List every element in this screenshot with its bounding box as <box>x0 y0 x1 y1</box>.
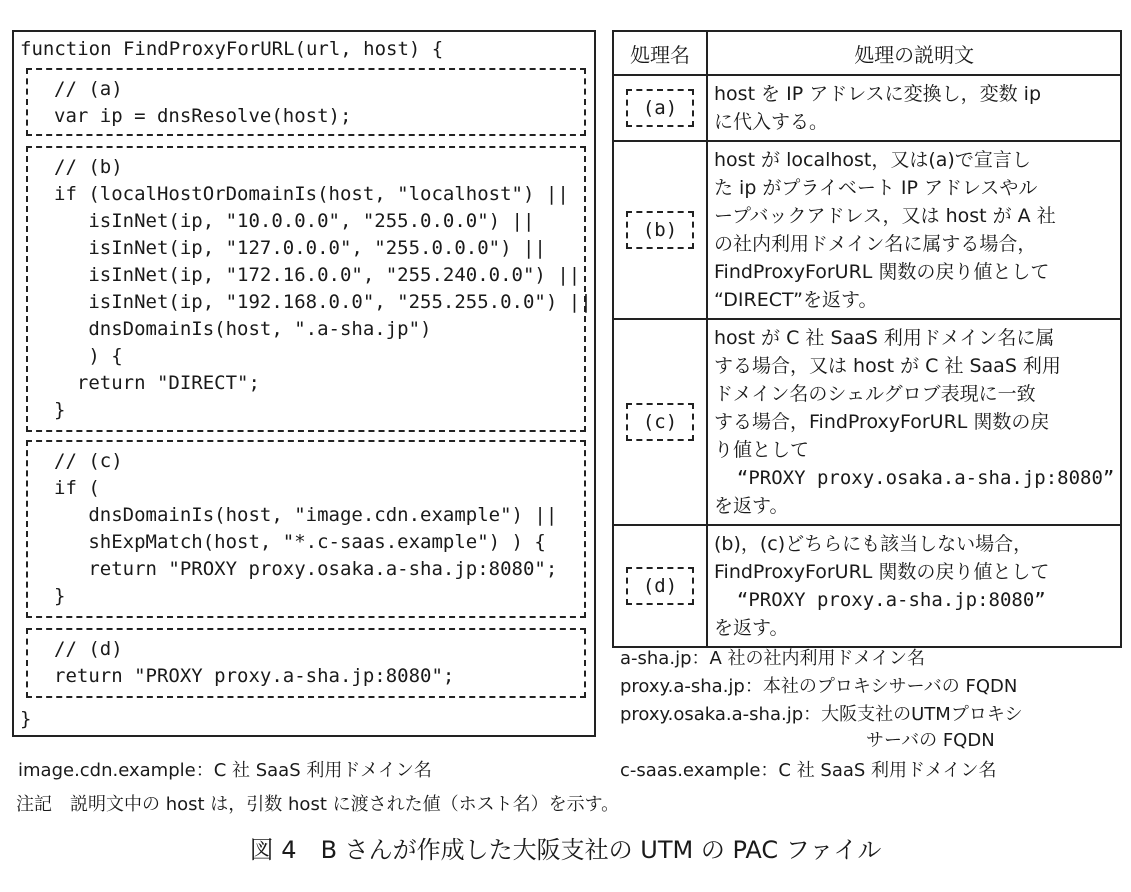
process-label: (d) <box>626 567 694 605</box>
note-proxy-osaka-cont: サーバの FQDN <box>866 730 995 751</box>
code-line: dnsDomainIs(host, "image.cdn.example") || <box>54 504 558 526</box>
table-row <box>613 319 1121 525</box>
code-line: // (c) <box>54 450 123 472</box>
table-row <box>613 141 1121 319</box>
desc-line: “PROXY proxy.a-sha.jp:8080” <box>714 589 1046 611</box>
desc-line: FindProxyForURL 関数の戻り値として <box>714 561 1050 583</box>
desc-line: する場合，又は host が C 社 SaaS 利用 <box>714 355 1061 377</box>
process-description <box>707 525 1121 647</box>
note-c-saas: c-saas.example：C 社 SaaS 利用ドメイン名 <box>620 760 997 781</box>
table-row <box>613 75 1121 141</box>
desc-line: ドメイン名のシェルグロブ表現に一致 <box>714 383 1036 405</box>
code-line: if (localHostOrDomainIs(host, "localhost") || <box>54 183 569 205</box>
note-image-cdn: image.cdn.example：C 社 SaaS 利用ドメイン名 <box>18 760 432 781</box>
desc-line: を返す。 <box>714 617 789 639</box>
desc-line: り値として <box>714 439 810 461</box>
desc-line: “PROXY proxy.osaka.a-sha.jp:8080” <box>714 467 1115 489</box>
process-label: (b) <box>626 211 694 249</box>
desc-line: “DIRECT”を返す。 <box>714 289 878 311</box>
desc-line: ープバックアドレス，又は host が A 社 <box>714 205 1056 227</box>
code-header: function FindProxyForURL(url, host) { <box>20 38 444 60</box>
figure-caption: 図 4 B さんが作成した大阪支社の UTM の PAC ファイル <box>249 836 882 864</box>
code-line: } <box>54 399 66 421</box>
note-remark: 注記 説明文中の host は，引数 host に渡された値（ホスト名）を示す。 <box>16 794 620 815</box>
code-footer: } <box>20 708 32 730</box>
code-line: isInNet(ip, "10.0.0.0", "255.0.0.0") || <box>54 210 535 232</box>
desc-line: (b)，(c)どちらにも該当しない場合， <box>714 533 1033 555</box>
code-block-b <box>26 146 592 432</box>
code-line: isInNet(ip, "172.16.0.0", "255.240.0.0") || <box>54 264 581 286</box>
code-line: var ip = dnsResolve(host); <box>54 105 352 127</box>
desc-line: に代入する。 <box>714 111 829 133</box>
process-label: (c) <box>626 403 694 441</box>
note-a-sha: a-sha.jp：A 社の社内利用ドメイン名 <box>620 648 925 669</box>
code-line: return "PROXY proxy.osaka.a-sha.jp:8080"; <box>54 558 558 580</box>
code-line: // (b) <box>54 156 123 178</box>
code-line: isInNet(ip, "192.168.0.0", "255.255.0.0") || <box>54 291 592 313</box>
code-line: // (d) <box>54 638 123 660</box>
desc-line: FindProxyForURL 関数の戻り値として <box>714 261 1050 283</box>
desc-line: の社内利用ドメイン名に属する場合， <box>714 233 1037 255</box>
desc-line: host が C 社 SaaS 利用ドメイン名に属 <box>714 327 1055 349</box>
code-block-c <box>26 440 586 618</box>
desc-line: た ip がプライベート IP アドレスやル <box>714 177 1038 199</box>
desc-line: を返す。 <box>714 495 789 517</box>
code-line: } <box>54 585 66 607</box>
code-line: return "DIRECT"; <box>54 372 260 394</box>
desc-line: する場合，FindProxyForURL 関数の戻 <box>714 411 1050 433</box>
code-block-d <box>26 628 586 698</box>
process-table <box>612 30 1122 648</box>
column-header: 処理の説明文 <box>707 31 1121 75</box>
process-description <box>707 75 1121 141</box>
code-line: ) { <box>54 345 123 367</box>
process-label: (a) <box>626 89 694 127</box>
note-proxy: proxy.a-sha.jp：本社のプロキシサーバの FQDN <box>620 676 1018 697</box>
code-line: dnsDomainIs(host, ".a-sha.jp") <box>54 318 432 340</box>
process-description <box>707 319 1121 525</box>
desc-line: host が localhost，又は(a)で宣言し <box>714 149 1031 171</box>
table-header-row <box>613 31 1121 75</box>
code-listing <box>12 30 596 737</box>
code-line: return "PROXY proxy.a-sha.jp:8080"; <box>54 665 455 687</box>
code-line: if ( <box>54 477 100 499</box>
code-line: shExpMatch(host, "*.c-saas.example") ) { <box>54 531 546 553</box>
desc-line: host を IP アドレスに変換し，変数 ip <box>714 83 1042 105</box>
process-description <box>707 141 1121 319</box>
note-proxy-osaka: proxy.osaka.a-sha.jp：大阪支社のUTMプロキシ <box>620 704 1023 725</box>
column-header: 処理名 <box>613 31 707 75</box>
table-row <box>613 525 1121 647</box>
code-line: isInNet(ip, "127.0.0.0", "255.0.0.0") || <box>54 237 546 259</box>
code-block-a <box>26 68 586 136</box>
code-line: // (a) <box>54 78 123 100</box>
